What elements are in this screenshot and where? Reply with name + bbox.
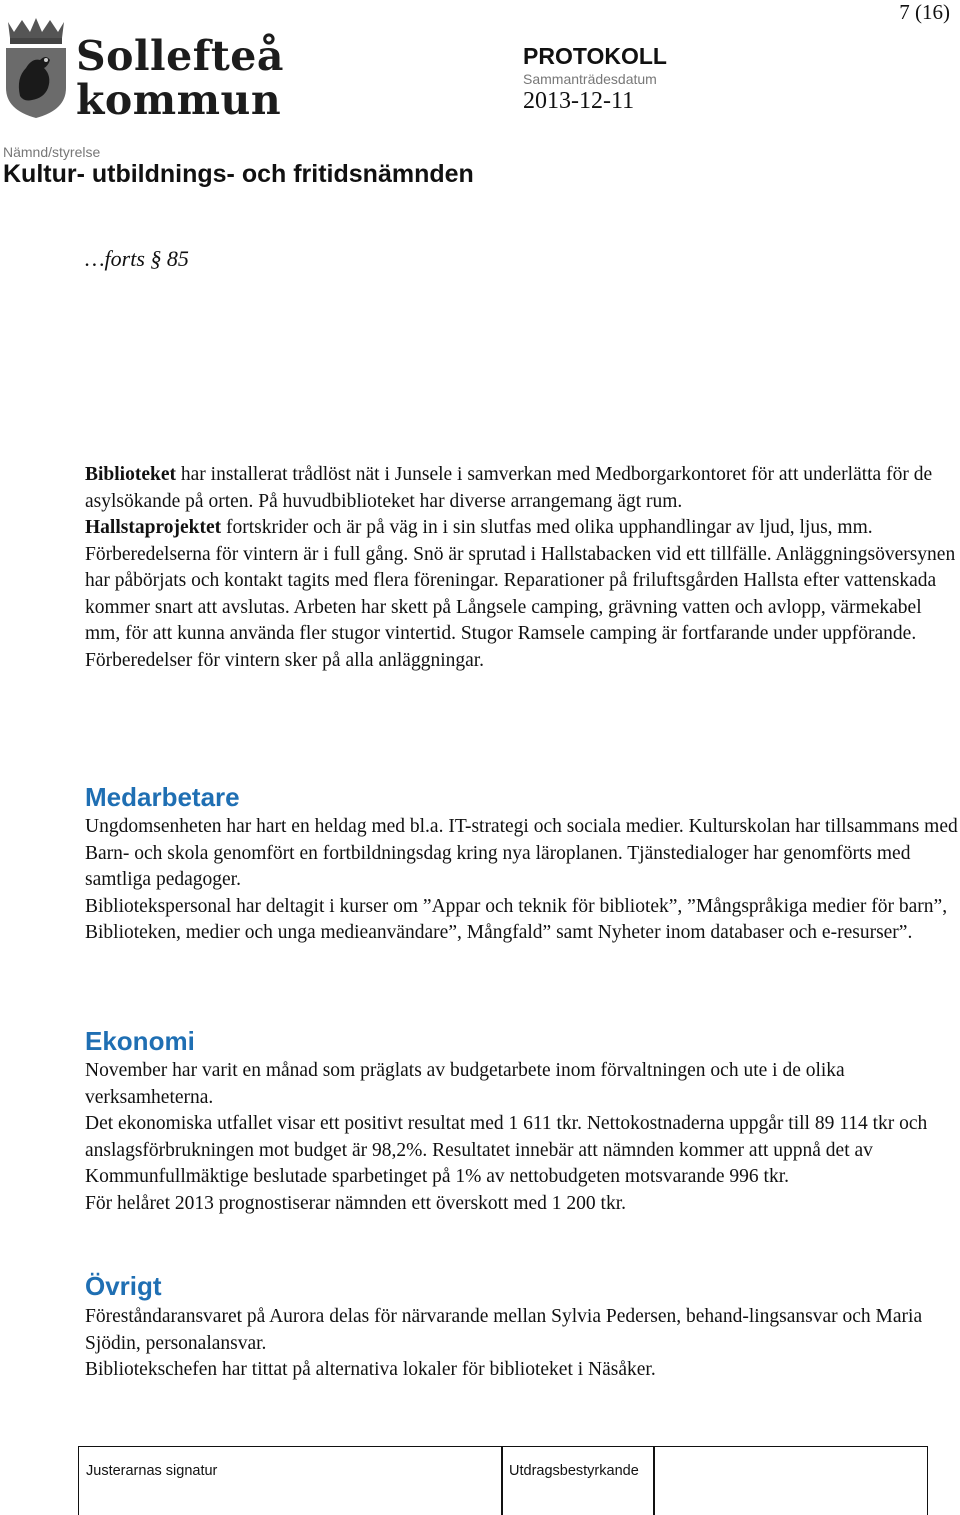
meeting-date: 2013-12-11 bbox=[523, 88, 635, 114]
ekonomi-section bbox=[85, 1058, 960, 1217]
heading-ekonomi: Ekonomi bbox=[85, 1026, 195, 1056]
document-type-title: PROTOKOLL bbox=[523, 43, 667, 69]
table-divider bbox=[653, 1447, 655, 1515]
hallsta-paragraph bbox=[85, 515, 960, 674]
adjuster-signature-label: Justerarnas signatur bbox=[86, 1463, 218, 1479]
continuation-marker: …forts § 85 bbox=[85, 246, 189, 271]
medarbetare-paragraph-1: Ungdomsenheten har hart en heldag med bl.a. IT-strategi och sociala medier. Kulturskolan har tillsammans med Barn- och skola genomfört en fortbildningsdag kring nya läroplanen. Tjänstedialoger har genomförts med samtliga pedagoger. bbox=[85, 816, 958, 890]
hallsta-text: fortskrider och är på väg in i sin slutfas med olika upphandlingar av ljud, ljus, mm. Förberedelserna för vintern är i full gång. Snö är sprutad i Hallstabacken vid ett tillfälle. Anläggningsöversynen har påbörjats och kontakt tagits med flera föreningar. Reparationer på friluftsgården Hallsta efter vattenskada kommer snart att avslutas. Arbeten har skett på Långsele camping, grävning vatten och avlopp, värmekabel mm, för att kunna använda fler stugor vintertid. Stugor Ramsele camping är fortfarande under uppförande. Förberedelser för vintern sker på alla anläggningar. bbox=[85, 517, 956, 671]
signature-table bbox=[78, 1446, 928, 1515]
board-label: Nämnd/styrelse bbox=[3, 144, 101, 160]
medarbetare-paragraph-2: Bibliotekspersonal har deltagit i kurser om ”Appar och teknik för bibliotek”, ”Mångspråkiga medier för barn”, Biblioteken, medier och unga medieanvändare”, Mångfald” samt Nyheter inom databaser och e-resurser”. bbox=[85, 895, 948, 943]
library-lead: Biblioteket bbox=[85, 464, 176, 485]
logo-wordmark-line2: kommun bbox=[76, 76, 282, 124]
hallsta-lead: Hallstaprojektet bbox=[85, 517, 222, 538]
meeting-date-label: Sammanträdesdatum bbox=[523, 71, 657, 87]
logo-wordmark-line1: Sollefteå bbox=[76, 32, 284, 80]
ekonomi-paragraph-2: Det ekonomiska utfallet visar ett positivt resultat med 1 611 tkr. Nettokostnaderna uppgår till 89 114 tkr och anslagsförbrukningen mot budget är 98,2%. Resultatet innebär att nämnden kommer att uppnå det av Kommunfullmäktige beslutade sparbetinget på 1% av nettobudgeten motsvarande 996 tkr. bbox=[85, 1113, 928, 1187]
heading-ovrigt: Övrigt bbox=[85, 1271, 162, 1301]
board-name: Kultur- utbildnings- och fritidsnämnden bbox=[3, 160, 474, 188]
ovrigt-section bbox=[85, 1304, 960, 1384]
municipal-crest-logo bbox=[2, 18, 70, 118]
heading-medarbetare: Medarbetare bbox=[85, 782, 240, 812]
ovrigt-paragraph-2: Bibliotekschefen har tittat på alternativa lokaler för biblioteket i Näsåker. bbox=[85, 1359, 656, 1380]
intro-section bbox=[85, 462, 960, 674]
library-text: har installerat trådlöst nät i Junsele i samverkan med Medborgarkontoret för att underlätta för de asylsökande på orten. På huvudbiblioteket har diverse arrangemang ägt rum. bbox=[85, 464, 933, 512]
page-number: 7 (16) bbox=[899, 0, 950, 24]
ekonomi-paragraph-3: För helåret 2013 prognostiserar nämnden ett överskott med 1 200 tkr. bbox=[85, 1192, 627, 1214]
ekonomi-paragraph-1: November har varit en månad som präglats av budgetarbete inom förvaltningen och ute i de olika verksamheterna. bbox=[85, 1060, 845, 1108]
ovrigt-paragraph-1: Föreståndaransvaret på Aurora delas för närvarande mellan Sylvia Pedersen, behand-lingsansvar och Maria Sjödin, personalansvar. bbox=[85, 1306, 923, 1354]
library-paragraph bbox=[85, 462, 960, 515]
table-divider bbox=[501, 1447, 503, 1515]
medarbetare-section bbox=[85, 814, 960, 947]
extract-certification-label: Utdragsbestyrkande bbox=[509, 1463, 639, 1479]
